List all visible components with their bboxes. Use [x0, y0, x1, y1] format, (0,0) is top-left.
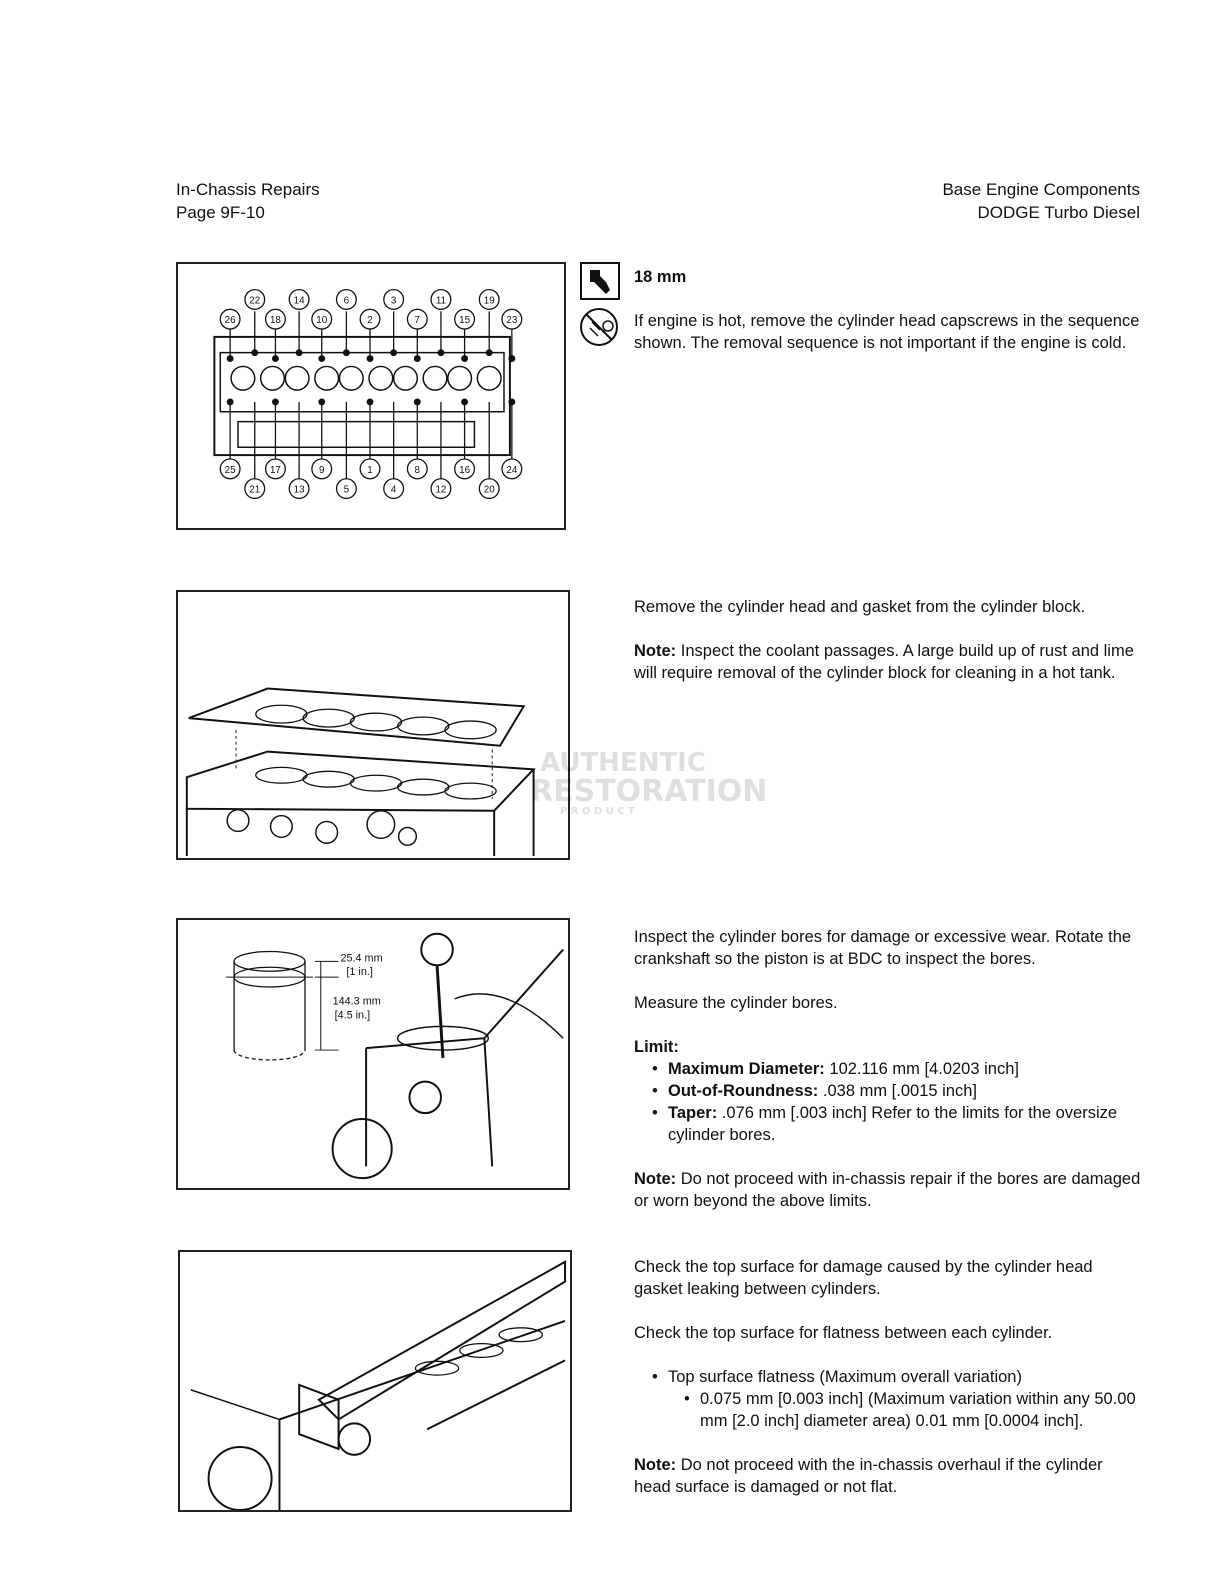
hot-engine-icon [578, 306, 620, 348]
surface-flatness-instruction: Check the top surface for flatness between each cylinder. [634, 1324, 1053, 1342]
capscrew-instruction: If engine is hot, remove the cylinder head capscrews in the sequence shown. The removal sequence is not important if the engine is cold. [634, 312, 1140, 352]
section-title: In-Chassis Repairs [176, 180, 320, 199]
gasket-drawing [178, 592, 568, 858]
seq-label: 26 [224, 315, 236, 327]
limit-label: Limit: [634, 1038, 679, 1056]
section-3-text [634, 926, 1142, 1234]
flatness-list [634, 1366, 1142, 1388]
head-removal-figure [176, 590, 570, 860]
watermark-line1: AUTHENTIC [540, 748, 706, 778]
capscrew-sequence-figure [176, 262, 566, 530]
seq-label: 8 [414, 464, 421, 476]
seq-label: 5 [343, 484, 350, 496]
seq-label: 6 [343, 295, 350, 307]
page-number: Page 9F-10 [176, 203, 265, 222]
straightedge-drawing [180, 1252, 570, 1510]
seq-label: 10 [316, 315, 328, 327]
seq-label: 23 [506, 315, 518, 327]
seq-label: 17 [269, 464, 281, 476]
bore-inspect-instruction: Inspect the cylinder bores for damage or excessive wear. Rotate the crankshaft so the piston is at BDC to inspect the bores. [634, 928, 1132, 968]
surface-damage-instruction: Check the top surface for damage caused by the cylinder head gasket leaking between cylinders. [634, 1258, 1093, 1298]
seq-label: 19 [483, 295, 495, 307]
chapter-title: Base Engine Components [942, 180, 1140, 199]
seq-label: 18 [269, 315, 281, 327]
seq-label: 21 [249, 484, 261, 496]
seq-label: 11 [435, 295, 447, 307]
flatness-sublist [634, 1388, 1142, 1432]
dim2-in-label: [4.5 in.] [334, 1009, 371, 1022]
limit-item: • Maximum Diameter: 102.116 mm [4.0203 inch] [650, 1058, 1142, 1080]
section-4-text [634, 1256, 1142, 1520]
note-label: Note: [634, 1170, 677, 1188]
seq-label: 25 [224, 464, 236, 476]
dim1-in-label: [1 in.] [346, 966, 373, 979]
flatness-subitem: • 0.075 mm [0.003 inch] (Maximum variation within any 50.00 mm [2.0 inch] diameter area) 0.01 mm [0.0004 inch]. [682, 1388, 1142, 1432]
limit-item: • Taper: .076 mm [.003 inch] Refer to the limits for the oversize cylinder bores. [650, 1102, 1142, 1146]
limit-item: • Out-of-Roundness: .038 mm [.0015 inch] [650, 1080, 1142, 1102]
seq-label: 22 [249, 295, 261, 307]
bore-measurement-figure [176, 918, 570, 1190]
note-label: Note: [634, 642, 677, 660]
seq-label: 24 [506, 464, 518, 476]
limits-list [634, 1058, 1142, 1146]
header-right [942, 178, 1140, 224]
seq-label: 13 [293, 484, 305, 496]
wrench-icon [580, 262, 620, 300]
flatness-check-figure [178, 1250, 572, 1512]
dim2-mm-label: 144.3 mm [332, 995, 381, 1008]
tool-size: 18 mm [634, 268, 687, 286]
flatness-item: • Top surface flatness (Maximum overall variation) [650, 1366, 1142, 1388]
note-label: Note: [634, 1456, 677, 1474]
seq-label: 12 [435, 484, 447, 496]
seq-label: 20 [483, 484, 495, 496]
seq-label: 1 [367, 464, 373, 476]
seq-label: 4 [390, 484, 397, 496]
seq-label: 2 [367, 315, 373, 327]
section-2-text [634, 596, 1142, 706]
dim1-mm-label: 25.4 mm [340, 952, 383, 965]
seq-label: 16 [459, 464, 471, 476]
head-removal-instruction: Remove the cylinder head and gasket from the cylinder block. [634, 598, 1086, 616]
seq-label: 3 [390, 295, 397, 307]
coolant-note: Inspect the coolant passages. A large build up of rust and lime will require removal of the cylinder block for cleaning in a hot tank. [634, 642, 1134, 682]
watermark-logo [430, 748, 790, 818]
watermark-line3: P R O D U C T [560, 806, 635, 817]
cylinder-head-drawing [178, 264, 564, 528]
header-left [176, 178, 320, 224]
bore-measure-instruction: Measure the cylinder bores. [634, 994, 838, 1012]
overhaul-note: Do not proceed with the in-chassis overhaul if the cylinder head surface is damaged or not flat. [634, 1456, 1103, 1496]
vehicle-title: DODGE Turbo Diesel [977, 203, 1140, 222]
seq-label: 15 [459, 315, 471, 327]
bore-note: Do not proceed with in-chassis repair if the bores are damaged or worn beyond the above limits. [634, 1170, 1141, 1210]
watermark-line2: RESTORATION [530, 774, 768, 809]
seq-label: 14 [293, 295, 305, 307]
seq-label: 9 [319, 464, 325, 476]
section-1-text [634, 266, 1142, 376]
seq-label: 7 [414, 315, 421, 327]
bore-gauge-drawing [178, 920, 568, 1188]
